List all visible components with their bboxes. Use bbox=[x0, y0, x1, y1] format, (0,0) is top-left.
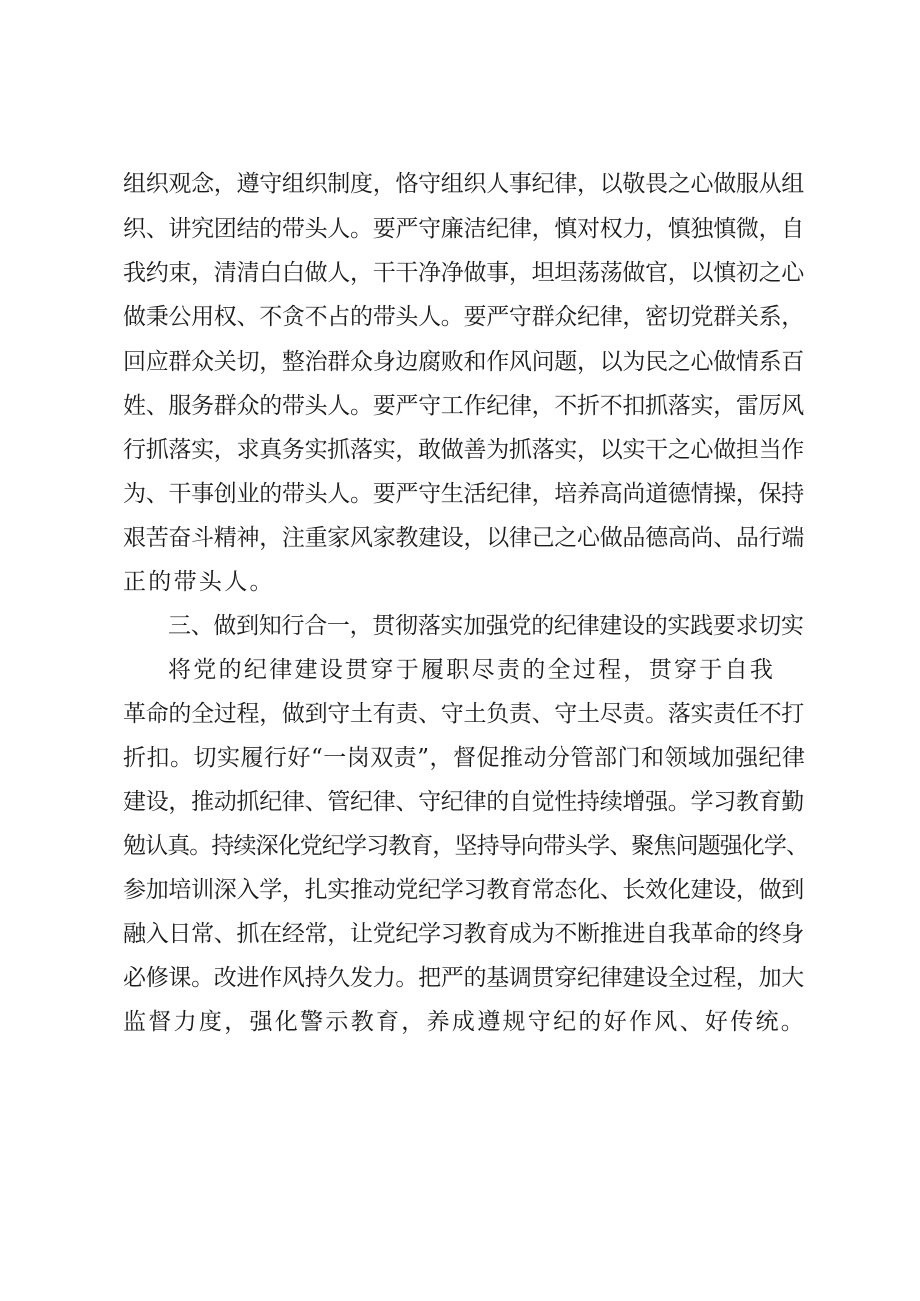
text-line-20: 监督力度，强化警示教育，养成遵规守纪的好作风、好传统。 bbox=[123, 1009, 807, 1035]
text-line-8: 为、干事创业的带头人。要严守生活纪律，培养高尚道德情操，保持 bbox=[123, 481, 805, 507]
text-line-17: 参加培训深入学，扎实推动党纪学习教育常态化、长效化建设，做到 bbox=[123, 877, 805, 903]
text-line-15: 建设，推动抓纪律、管纪律、守纪律的自觉性持续增强。学习教育勤 bbox=[123, 789, 805, 815]
text-line-9: 艰苦奋斗精神，注重家风家教建设，以律己之心做品德高尚、品行端 bbox=[123, 525, 805, 551]
text-line-10: 正的带头人。 bbox=[123, 569, 275, 595]
text-line-1: 组织观念，遵守组织制度，恪守组织人事纪律，以敬畏之心做服从组 bbox=[123, 171, 805, 197]
text-line-4: 做秉公用权、不贪不占的带头人。要严守群众纪律，密切党群关系， bbox=[123, 304, 805, 330]
text-line-14: 折扣。切实履行好“一岗双责”，督促推动分管部门和领域加强纪律 bbox=[123, 745, 806, 771]
text-line-16: 勉认真。持续深化党纪学习教育，坚持导向带头学、聚焦问题强化学、 bbox=[123, 833, 809, 859]
section-heading-three: 三、做到知行合一，贯彻落实加强党的纪律建设的实践要求切实 bbox=[168, 613, 804, 639]
text-line-7: 行抓落实，求真务实抓落实，敢做善为抓落实，以实干之心做担当作 bbox=[123, 437, 805, 463]
text-line-3: 我约束，清清白白做人，干干净净做事，坦坦荡荡做官，以慎初之心 bbox=[123, 260, 805, 286]
text-line-6: 姓、服务群众的带头人。要严守工作纪律，不折不扣抓落实，雷厉风 bbox=[123, 393, 805, 419]
text-line-18: 融入日常、抓在经常，让党纪学习教育成为不断推进自我革命的终身 bbox=[123, 921, 805, 947]
text-line-5: 回应群众关切，整治群众身边腐败和作风问题，以为民之心做情系百 bbox=[123, 349, 805, 375]
text-line-13: 革命的全过程，做到守土有责、守土负责、守土尽责。落实责任不打 bbox=[123, 701, 805, 727]
text-line-12: 将党的纪律建设贯穿于履职尽责的全过程，贯穿于自我 bbox=[168, 657, 776, 683]
text-line-2: 织、讲究团结的带头人。要严守廉洁纪律，慎对权力，慎独慎微，自 bbox=[123, 216, 805, 242]
text-line-19: 必修课。改进作风持久发力。把严的基调贯穿纪律建设全过程，加大 bbox=[123, 965, 805, 991]
